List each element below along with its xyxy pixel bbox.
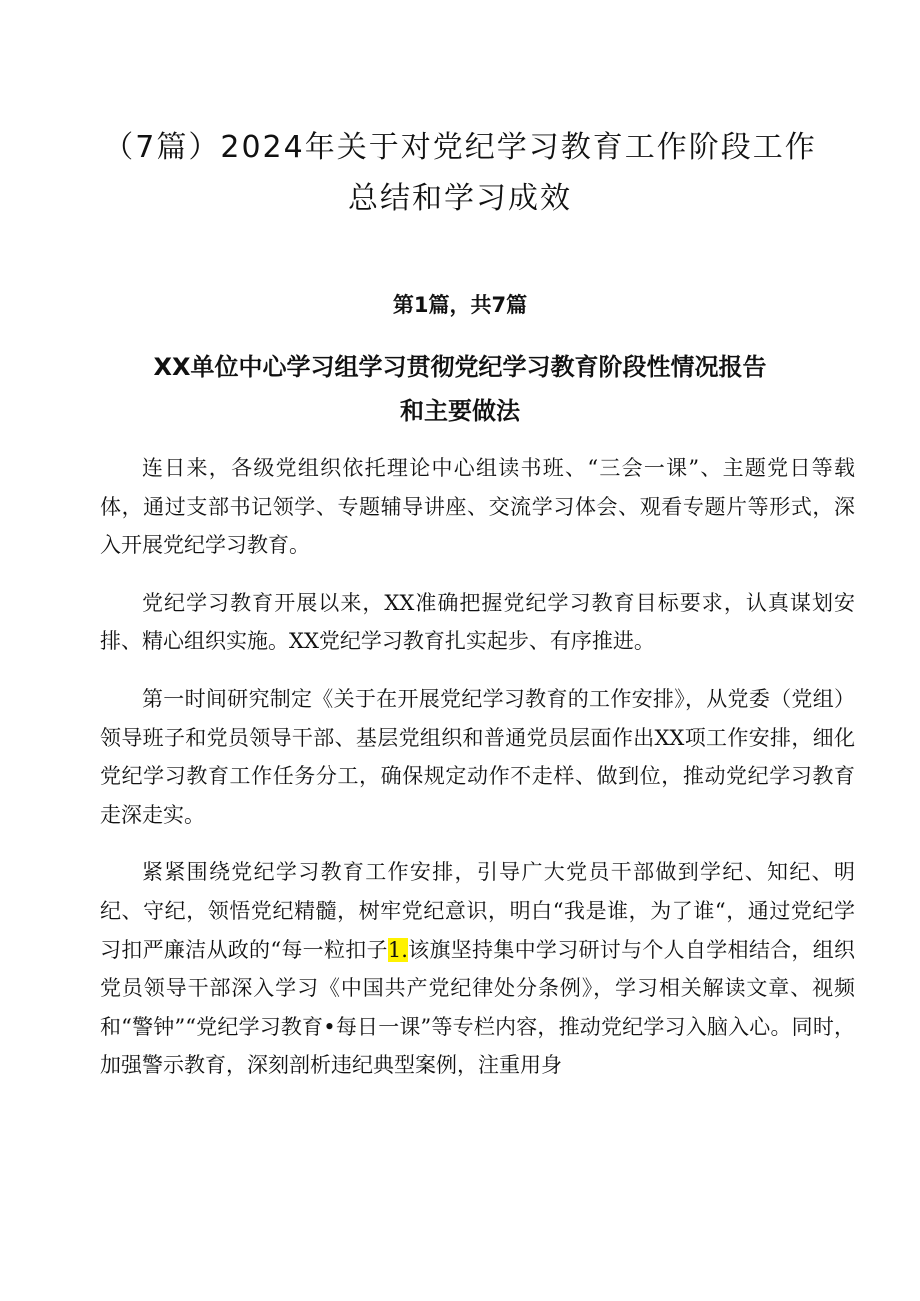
highlighted-text: 1. bbox=[387, 937, 408, 962]
paragraph-2: 党纪学习教育开展以来，XX准确把握党纪学习教育目标要求，认真谋划安排、精心组织实施。XX党纪学习教育扎实起步、有序推进。 bbox=[100, 590, 855, 654]
body-text bbox=[100, 449, 855, 1104]
document-title-line-1: （7篇）2024年关于对党纪学习教育工作阶段工作 bbox=[103, 130, 817, 165]
paragraph-4-start: 紧紧围绕党纪学习教育工作安排，引导广大党员干部做到学纪、知纪、明纪、守纪，领悟党纪精髓，树牢党纪意识，明白“我是谁，为了谁“，通过党纪学习扣严廉洁从政的“每一粒扣子 bbox=[100, 860, 855, 962]
paragraph-1: 连日来，各级党组织依托理论中心组读书班、“三会一课”、主题党日等载体，通过支部书记领学、专题辅导讲座、交流学习体会、观看专题片等形式，深入开展党纪学习教育。 bbox=[100, 456, 855, 558]
section-title-line-1: XX单位中心学习组学习贯彻党纪学习教育阶段性情况报告 bbox=[153, 353, 767, 381]
paragraph-4 bbox=[100, 853, 855, 1085]
document-title-line-2: 总结和学习成效 bbox=[348, 181, 572, 216]
part-label: 第1篇，共7篇 bbox=[392, 293, 528, 317]
paragraph-3: 第一时间研究制定《关于在开展党纪学习教育的工作安排》，从党委（党组）领导班子和党员领导干部、基层党组织和普通党员层面作出XX项工作安排，细化党纪学习教育工作任务分工，确保规定动作不走样、做到位，推动党纪学习教育走深走实。 bbox=[100, 686, 855, 827]
section-title-line-2: 和主要做法 bbox=[400, 397, 520, 425]
paragraph-4-end: 该旗坚持集中学习研讨与个人自学相结合，组织党员领导干部深入学习《中国共产党纪律处分条例》，学习相关解读文章、视频和“警钟”“党纪学习教育•每日一课”等专栏内容，推动党纪学习入脑入心。同时，加强警示教育，深刻剖析违纪典型案例，注重用身 bbox=[100, 937, 855, 1078]
